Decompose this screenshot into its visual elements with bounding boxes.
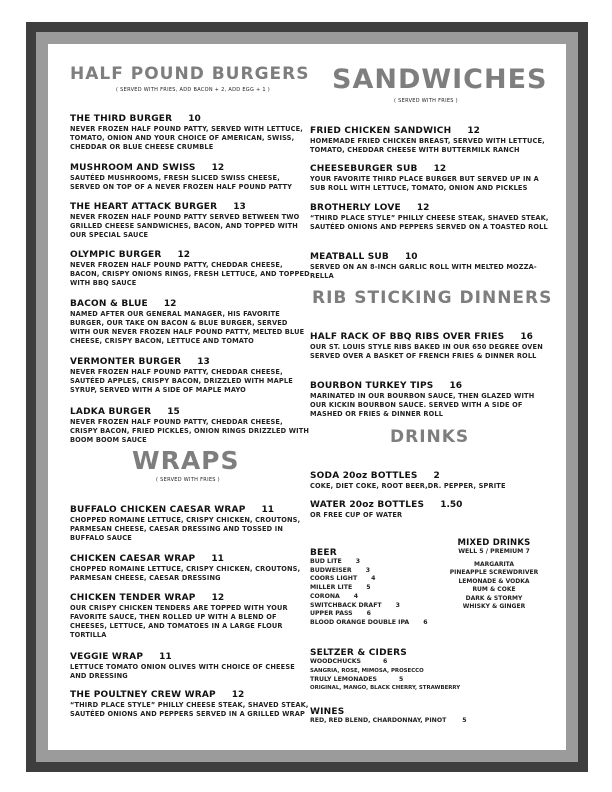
seltzer-list	[310, 648, 550, 691]
item-name: VERMONTER BURGER	[70, 357, 182, 367]
menu-page	[48, 44, 566, 750]
sandwiches-title: SANDWICHES	[332, 64, 548, 95]
item-desc: OR FREE CUP OF WATER	[310, 511, 403, 519]
menu-item	[70, 155, 310, 192]
item-name: THE HEART ATTACK BURGER	[70, 202, 218, 212]
list-item: BUD LITE 3	[310, 558, 361, 565]
menu-item	[70, 585, 310, 640]
item-desc: HOMEMADE FRIED CHICKEN BREAST, SERVED WITH LETTUCE, TOMATO, CHEDDAR CHEESE WITH BUTTERMILK RANCH	[310, 137, 545, 154]
item-price: 12	[231, 690, 245, 700]
item-name: OLYMPIC BURGER	[70, 250, 162, 260]
menu-item	[310, 244, 550, 281]
menu-item	[70, 291, 310, 346]
list-item: PINEAPPLE SCREWDRIVER	[449, 569, 539, 577]
item-price: 15	[167, 407, 180, 417]
item-desc: “THIRD PLACE STYLE” PHILLY CHEESE STEAK, SHAVED STEAK, SAUTÉED ONIONS AND PEPPERS SERVED IN A GRILLED WRAP	[70, 701, 309, 718]
item-price: 13	[197, 357, 210, 367]
item-name: HALF RACK OF BBQ RIBS OVER FRIES	[310, 332, 505, 342]
item-desc: YOUR FAVORITE THIRD PLACE BURGER BUT SERVED UP IN A SUB ROLL WITH LETTUCE, TOMATO, ONION AND PICKLES	[310, 175, 539, 192]
list-item: WHISKY & GINGER	[462, 603, 526, 611]
item-name: MEATBALL SUB	[310, 252, 389, 262]
item-name: WATER 20oz BOTTLES	[310, 500, 425, 510]
menu-item	[310, 195, 550, 232]
item-price: 16	[520, 332, 533, 342]
list-item: BLOOD ORANGE DOUBLE IPA 6	[310, 618, 428, 626]
item-price: 12	[467, 126, 480, 136]
menu-item	[310, 324, 550, 361]
menu-item	[310, 492, 550, 520]
item-price: 12	[211, 593, 225, 603]
item-desc: NEVER FROZEN HALF POUND PATTY SERVED BETWEEN TWO GRILLED CHEESE SANDWICHES, BACON, AND TOPPED WITH OUR SPECIAL SAUCE	[70, 213, 300, 239]
item-desc: COKE, DIET COKE, ROOT BEER,DR. PEPPER, SPRITE	[310, 482, 506, 490]
list-item: UPPER PASS 6	[310, 610, 371, 618]
wines-title: WINES	[310, 707, 345, 717]
item-name: FRIED CHICKEN SANDWICH	[310, 126, 452, 136]
item-name: LADKA BURGER	[70, 407, 152, 417]
beer-title: BEER	[310, 548, 337, 558]
item-price: 10	[405, 252, 418, 262]
item-price: 11	[261, 505, 275, 515]
list-item: SWITCHBACK DRAFT 3	[310, 601, 400, 609]
list-item: LEMONADE & VODKA	[458, 577, 530, 585]
item-desc: NEVER FROZEN HALF POUND PATTY, SERVED WITH LETTUCE, TOMATO, ONION AND YOUR CHOICE OF AMERICAN, SWISS, CHEDDAR OR BLUE CHEESE CRUMBLE	[70, 125, 303, 151]
menu-item	[70, 546, 310, 583]
item-desc: NEVER FROZEN HALF POUND PATTY, CHEDDAR CHEESE, SAUTÉED APPLES, CRISPY BACON, DRIZZLED WITH MAPLE SYRUP, SERVED WITH A SIDE OF MAPLE MAYO	[70, 368, 293, 394]
item-name: CHEESEBURGER SUB	[310, 164, 418, 174]
wraps-subtitle: ( SERVED WITH FRIES )	[156, 477, 220, 483]
item-price: 12	[416, 203, 430, 213]
item-price: 12	[211, 163, 225, 173]
item-name: BACON & BLUE	[70, 299, 148, 309]
list-item: BUDWEISER 3	[310, 566, 370, 574]
item-desc: OUR CRISPY CHICKEN TENDERS ARE TOPPED WITH YOUR FAVORITE SAUCE, THEN ROLLED UP WITH A BLEND OF CHEESES, LETTUCE, AND TOMATOES IN A LARGE FLOUR TORTILLA	[70, 604, 288, 639]
list-item: MILLER LITE 5	[310, 584, 371, 592]
wraps-title: WRAPS	[132, 446, 240, 475]
menu-item	[310, 156, 550, 193]
item-desc: “THIRD PLACE STYLE” PHILLY CHEESE STEAK, SHAVED STEAK, SAUTÉED ONIONS AND PEPPERS SERVED ON A TOASTED ROLL	[310, 214, 549, 231]
item-name: THE POULTNEY CREW WRAP	[70, 690, 216, 700]
item-desc: OUR ST. LOUIS STYLE RIBS BAKED IN OUR 650 DEGREE OVEN SERVED OVER A BASKET OF FRENCH FRIES & DINNER ROLL	[310, 343, 543, 360]
sandwiches-subtitle: ( SERVED WITH FRIES )	[394, 98, 458, 104]
item-name: BOURBON TURKEY TIPS	[310, 381, 434, 391]
item-name: THE THIRD BURGER	[70, 114, 173, 124]
list-item: MARGARITA	[474, 561, 514, 568]
item-price: 12	[433, 164, 447, 174]
flavors: SANGRIA, ROSE, MIMOSA, PROSECCO	[310, 667, 424, 674]
item-desc: CHOPPED ROMAINE LETTUCE, CRISPY CHICKEN, CROUTONS, PARMESAN CHEESE, CAESAR DRESSING AND TOSSED IN BUFFALO SAUCE	[70, 516, 301, 542]
wines	[310, 707, 550, 726]
menu-item	[70, 106, 310, 152]
item-desc: MARINATED IN OUR BOURBON SAUCE, THEN GLAZED WITH OUR KICKIN BOURBON SAUCE. SERVED WITH A SIDE OF MASHED OR FRIES & DINNER ROLL	[310, 392, 535, 418]
drinks-title: DRINKS	[390, 427, 470, 447]
item-price: 2	[433, 471, 440, 481]
item-name: VEGGIE WRAP	[70, 652, 144, 662]
item-name: CHICKEN TENDER WRAP	[70, 593, 196, 603]
item-name: MUSHROOM AND SWISS	[70, 163, 196, 173]
menu-item	[70, 399, 310, 445]
menu-item	[70, 682, 310, 719]
item-name: BROTHERLY LOVE	[310, 203, 401, 213]
menu-item	[70, 644, 310, 681]
list-item: TRULY LEMONADES 5	[310, 675, 404, 683]
burgers-subtitle: ( SERVED WITH FRIES, ADD BACON + 2, ADD EGG + 1 )	[116, 87, 271, 93]
menu-item	[70, 349, 310, 395]
list-item: COORS LIGHT 4	[310, 575, 376, 583]
list-item: CORONA 4	[310, 592, 359, 600]
menu-item	[310, 373, 550, 419]
item-price: 1.50	[440, 500, 463, 510]
item-price: 12	[177, 250, 191, 260]
menu-item	[310, 118, 550, 155]
dinners-title: RIB STICKING DINNERS	[312, 288, 553, 308]
list-item: DARK & STORMY	[465, 594, 523, 602]
list-item: RED, RED BLEND, CHARDONNAY, PINOT 5	[310, 717, 467, 724]
item-price: 16	[449, 381, 462, 391]
menu-item	[70, 194, 310, 240]
item-price: 12	[163, 299, 177, 309]
item-desc: SAUTÉED MUSHROOMS, FRESH SLICED SWISS CHEESE, SERVED ON TOP OF A NEVER FROZEN HALF POUND PATTY	[70, 174, 293, 191]
item-price: 11	[159, 652, 172, 662]
item-desc: NEVER FROZEN HALF POUND PATTY, CHEDDAR CHEESE, CRISPY BACON, FRIED PICKLES, ONION RINGS DRIZZLED WITH BOOM BOOM SAUCE	[70, 418, 310, 444]
flavors: ORIGINAL, MANGO, BLACK CHERRY, STRAWBERRY	[310, 685, 461, 692]
menu-item	[310, 463, 550, 491]
item-desc: NAMED AFTER OUR GENERAL MANAGER, HIS FAVORITE BURGER, OUR TAKE ON BACON & BLUE BURGER, SERVED WITH OUR NEVER FROZEN HALF POUND PATTY, MELTED BLUE CHEESE, CRISPY BACON, LETTUCE AND TOMATO	[70, 310, 305, 345]
item-name: SODA 20oz BOTTLES	[310, 471, 418, 481]
item-desc: CHOPPED ROMAINE LETTUCE, CRISPY CHICKEN, CROUTONS, PARMESAN CHEESE, CAESAR DRESSING	[70, 565, 301, 582]
item-price: 11	[211, 554, 224, 564]
mixed-drinks-prices: WELL 5 / PREMIUM 7	[458, 548, 530, 555]
item-desc: NEVER FROZEN HALF POUND PATTY, CHEDDAR CHEESE, BACON, CRISPY ONIONS RINGS, FRESH LETTUCE, AND TOPPED WITH BBQ SAUCE	[70, 261, 310, 287]
mixed-drinks	[438, 538, 550, 611]
item-price: 13	[233, 202, 246, 212]
list-item: WOODCHUCKS 6	[310, 658, 388, 665]
list-item: RUM & COKE	[472, 586, 516, 594]
menu-item	[70, 497, 310, 543]
burgers-title: HALF POUND BURGERS	[70, 64, 310, 84]
item-name: BUFFALO CHICKEN CAESAR WRAP	[70, 505, 246, 515]
item-desc: LETTUCE TOMATO ONION OLIVES WITH CHOICE OF CHEESE AND DRESSING	[70, 663, 295, 680]
mixed-drinks-title: MIXED DRINKS	[457, 538, 531, 548]
item-desc: SERVED ON AN 8-INCH GARLIC ROLL WITH MELTED MOZZA-RELLA	[310, 263, 537, 280]
item-name: CHICKEN CAESAR WRAP	[70, 554, 196, 564]
seltzer-title: SELTZER & CIDERS	[310, 648, 407, 658]
menu-item	[70, 242, 310, 288]
item-price: 10	[188, 114, 201, 124]
